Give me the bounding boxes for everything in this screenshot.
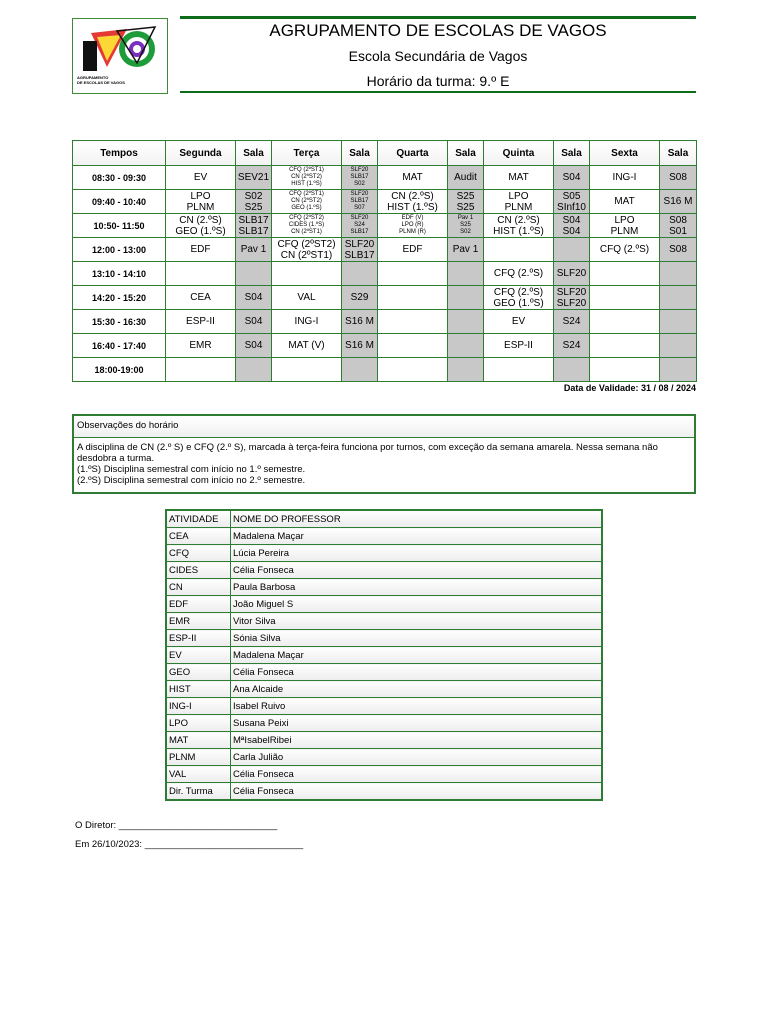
room-cell: SLB17 SLB17 [236,214,272,238]
room-cell: S04 [236,310,272,334]
subject-cell: CFQ (2.ºS) [484,262,554,286]
room-cell: SLF20 SLB17 [342,238,378,262]
teacher-name-cell: Célia Fonseca [231,783,603,801]
time-slot: 14:20 - 15:20 [73,286,166,310]
room-cell: SLF20 [554,262,590,286]
room-cell: S24 [554,334,590,358]
room-cell: S04 [236,334,272,358]
page-header [180,16,696,94]
subject-cell: CFQ (2ºST2) CIDES (1.ºS) CN (2ºST1) [272,214,342,238]
observations-box [72,414,696,494]
logo-emblem-icon [77,23,163,75]
timetable-header-cell: Sala [448,141,484,166]
teacher-row [166,562,602,579]
teacher-row [166,749,602,766]
activity-cell: Dir. Turma [166,783,231,801]
timetable-header-cell: Quinta [484,141,554,166]
room-cell: S24 [554,310,590,334]
room-cell: S05 SInf10 [554,190,590,214]
activity-cell: EV [166,647,231,664]
activity-cell: MAT [166,732,231,749]
timetable-row [73,214,697,238]
room-cell: S08 [660,166,697,190]
subject-cell: MAT (V) [272,334,342,358]
subject-cell [484,358,554,382]
time-slot: 12:00 - 13:00 [73,238,166,262]
teacher-row [166,613,602,630]
subject-cell [484,238,554,262]
teacher-row [166,698,602,715]
teachers-header-row [166,510,602,528]
time-slot: 13:10 - 14:10 [73,262,166,286]
subject-cell: LPO PLNM [484,190,554,214]
timetable-header-cell: Sexta [590,141,660,166]
subject-cell: CFQ (2ºST2) CN (2ºST1) [272,238,342,262]
room-cell: Pav 1 S25 S02 [448,214,484,238]
subject-cell: VAL [272,286,342,310]
time-slot: 09:40 - 10:40 [73,190,166,214]
time-slot: 08:30 - 09:30 [73,166,166,190]
subject-cell [378,358,448,382]
observation-line: (2.ºS) Disciplina semestral com início no 2.º semestre. [77,475,306,486]
room-cell [660,262,697,286]
validity-date: Data de Validade: 31 / 08 / 2024 [563,383,696,393]
teacher-row [166,596,602,613]
subject-cell [166,262,236,286]
teacher-row [166,715,602,732]
observations-heading: Observações do horário [74,416,694,438]
activity-cell: ESP-II [166,630,231,647]
room-cell: S02 S25 [236,190,272,214]
room-cell [448,262,484,286]
timetable-header-cell: Terça [272,141,342,166]
time-slot: 10:50- 11:50 [73,214,166,238]
room-cell [660,334,697,358]
room-cell: SEV21 [236,166,272,190]
room-cell [554,358,590,382]
room-cell [448,334,484,358]
subject-cell: CFQ (2ºST1) CN (2ºST2) HIST (1.ºS) [272,166,342,190]
teacher-name-cell: Célia Fonseca [231,562,603,579]
subject-cell: EDF (V) LPO (R) PLNM (R) [378,214,448,238]
activity-cell: EMR [166,613,231,630]
room-cell [342,262,378,286]
activity-cell: EDF [166,596,231,613]
subject-cell [272,262,342,286]
room-cell: S29 [342,286,378,310]
subject-cell: EDF [378,238,448,262]
room-cell [554,238,590,262]
teacher-name-cell: Vitor Silva [231,613,603,630]
subject-cell: ING-I [590,166,660,190]
teacher-row [166,664,602,681]
activity-cell: PLNM [166,749,231,766]
school-logo [72,18,168,94]
room-cell: S04 [554,166,590,190]
room-cell: Pav 1 [448,238,484,262]
subject-cell: CFQ (2.ºS) GEO (1.ºS) [484,286,554,310]
activity-cell: GEO [166,664,231,681]
teacher-name-cell: Paula Barbosa [231,579,603,596]
subject-cell [272,358,342,382]
teacher-name-cell: Célia Fonseca [231,664,603,681]
subject-cell: CFQ (2.ºS) [590,238,660,262]
observation-line: A disciplina de CN (2.º S) e CFQ (2.º S), marcada à terça-feira funciona por turnos, com exceção da semana amarela. Nessa semana não desdobra a turma. [77,442,658,464]
room-cell: SLF20 SLB17 S02 [342,166,378,190]
subject-cell [590,334,660,358]
timetable-row [73,190,697,214]
subject-cell: EV [166,166,236,190]
room-cell: S25 S25 [448,190,484,214]
subject-cell: MAT [484,166,554,190]
timetable-row [73,166,697,190]
subject-cell [590,310,660,334]
subject-cell: CEA [166,286,236,310]
activity-cell: CIDES [166,562,231,579]
teacher-name-cell: Susana Peixi [231,715,603,732]
subject-cell [378,334,448,358]
room-cell: SLF20 SLB17 S07 [342,190,378,214]
subject-cell: CN (2.ºS) GEO (1.ºS) [166,214,236,238]
room-cell [660,358,697,382]
teacher-row [166,545,602,562]
school-group-title: AGRUPAMENTO DE ESCOLAS DE VAGOS [269,21,607,40]
timetable-header-cell: Sala [660,141,697,166]
subject-cell [166,358,236,382]
timetable-header-cell: Sala [554,141,590,166]
subject-cell: MAT [378,166,448,190]
activity-cell: CFQ [166,545,231,562]
teacher-name-cell: Ana Alcaide [231,681,603,698]
teacher-row [166,681,602,698]
subject-cell: ESP-II [166,310,236,334]
activity-cell: HIST [166,681,231,698]
teacher-row [166,528,602,545]
room-cell: S16 M [660,190,697,214]
timetable-row [73,262,697,286]
teacher-row [166,783,602,801]
subject-cell [590,358,660,382]
timetable-row [73,238,697,262]
logo-text: AGRUPAMENTO DE ESCOLAS DE VAGOS [77,75,125,85]
teacher-name-cell: Célia Fonseca [231,766,603,783]
room-cell: S08 [660,238,697,262]
timetable-header-cell: Quarta [378,141,448,166]
subject-cell: EDF [166,238,236,262]
time-slot: 18:00-19:00 [73,358,166,382]
teacher-row [166,630,602,647]
director-signature-line: O Diretor: ______________________________ [75,820,278,831]
room-cell: SLF20 SLF20 [554,286,590,310]
subject-cell [378,262,448,286]
teacher-name-cell: João Miguel S [231,596,603,613]
teacher-name-cell: MªIsabelRibei [231,732,603,749]
activity-cell: ING-I [166,698,231,715]
teacher-row [166,766,602,783]
room-cell [236,262,272,286]
room-cell: S16 M [342,334,378,358]
subject-cell [378,286,448,310]
timetable-header-cell: Sala [236,141,272,166]
teacher-name-cell: Sónia Silva [231,630,603,647]
teacher-row [166,732,602,749]
observation-line: (1.ºS) Disciplina semestral com início no 1.º semestre. [77,464,306,475]
time-slot: 15:30 - 16:30 [73,310,166,334]
subject-cell: EMR [166,334,236,358]
room-cell: Pav 1 [236,238,272,262]
room-cell [660,310,697,334]
teacher-row [166,579,602,596]
teacher-name-cell: Lúcia Pereira [231,545,603,562]
subject-cell: MAT [590,190,660,214]
subject-cell: ESP-II [484,334,554,358]
timetable-header-cell: Sala [342,141,378,166]
timetable-row [73,334,697,358]
timetable-header-cell: Segunda [166,141,236,166]
room-cell [342,358,378,382]
room-cell [448,310,484,334]
room-cell [236,358,272,382]
room-cell: S04 S04 [554,214,590,238]
activity-cell: LPO [166,715,231,732]
observations-body [74,438,694,486]
time-slot: 16:40 - 17:40 [73,334,166,358]
timetable-header-cell: Tempos [73,141,166,166]
teacher-name-cell: Carla Julião [231,749,603,766]
room-cell [448,286,484,310]
subject-cell [590,286,660,310]
timetable-row [73,286,697,310]
teachers-header-cell: ATIVIDADE [166,510,231,528]
class-label: Horário da turma: 9.º E [366,73,510,89]
school-name: Escola Secundária de Vagos [348,48,528,64]
teacher-name-cell: Madalena Maçar [231,647,603,664]
timetable-row [73,310,697,334]
timetable-row [73,358,697,382]
teachers-header-cell: NOME DO PROFESSOR [231,510,603,528]
date-signature-line: Em 26/10/2023: ______________________________ [75,839,304,850]
room-cell: S16 M [342,310,378,334]
teacher-name-cell: Madalena Maçar [231,528,603,545]
activity-cell: CN [166,579,231,596]
teacher-row [166,647,602,664]
room-cell: Audit [448,166,484,190]
room-cell: S08 S01 [660,214,697,238]
activity-cell: CEA [166,528,231,545]
room-cell [448,358,484,382]
room-cell: SLF20 S24 SLB17 [342,214,378,238]
teacher-name-cell: Isabel Ruivo [231,698,603,715]
subject-cell: LPO PLNM [590,214,660,238]
activity-cell: VAL [166,766,231,783]
room-cell [660,286,697,310]
subject-cell: CN (2.ºS) HIST (1.ºS) [484,214,554,238]
room-cell: S04 [236,286,272,310]
subject-cell [590,262,660,286]
subject-cell: EV [484,310,554,334]
subject-cell: CN (2.ºS) HIST (1.ºS) [378,190,448,214]
teachers-table [165,509,603,801]
subject-cell [378,310,448,334]
subject-cell: ING-I [272,310,342,334]
subject-cell: LPO PLNM [166,190,236,214]
subject-cell: CFQ (2ºST1) CN (2ºST2) GEO (1.ºS) [272,190,342,214]
timetable [72,140,697,382]
